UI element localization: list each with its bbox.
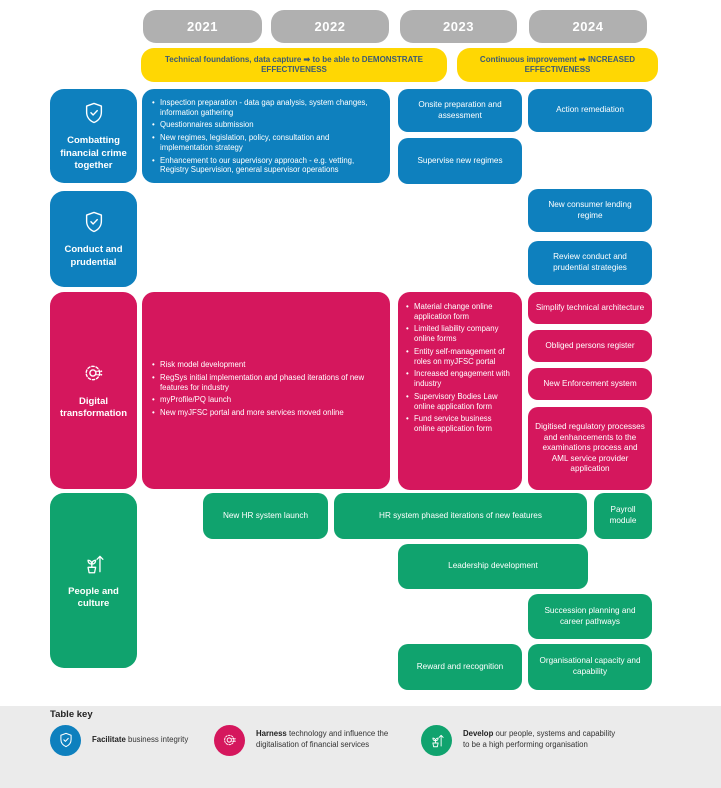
bullet-item: • New myJFSC portal and more services moved online xyxy=(152,408,380,418)
bullet-item: • Fund service business online application form xyxy=(406,414,514,433)
row-label-text: Conduct and prudential xyxy=(64,244,123,268)
digital-gear-icon xyxy=(214,725,245,756)
digital-activities-2021-2022 xyxy=(142,292,390,489)
shield-check-icon xyxy=(50,725,81,756)
table-key-title: Table key xyxy=(50,709,93,720)
key-item-facilitate xyxy=(50,724,188,756)
box-reward-recognition: Reward and recognition xyxy=(398,644,522,690)
row-label-people-culture xyxy=(50,493,137,668)
bullet-item: • Risk model development xyxy=(152,360,380,370)
bullet-item: • Increased engagement with industry xyxy=(406,369,514,388)
box-consumer-lending: New consumer lending regime xyxy=(528,189,652,232)
box-payroll-module: Payroll module xyxy=(594,493,652,539)
year-pill-2023: 2023 xyxy=(400,10,517,43)
key-item-label: Harness technology and influence the digitalisation of financial services xyxy=(256,729,389,749)
row-label-financial-crime xyxy=(50,89,137,183)
row-label-text: People and culture xyxy=(68,585,119,610)
row-label-conduct-prudential xyxy=(50,191,137,287)
bullet-item: • Questionnaires submission xyxy=(152,120,380,130)
box-review-strategies: Review conduct and prudential strategies xyxy=(528,241,652,285)
bullet-item: • Enhancement to our supervisory approach - e.g. vetting, Registry Supervision, general supervisor operations xyxy=(152,156,380,175)
phase-banner-improvement: Continuous improvement ➡ INCREASED EFFECTIVENESS xyxy=(457,48,658,82)
box-obliged-persons: Obliged persons register xyxy=(528,330,652,362)
bullet-item: • Limited liability company online forms xyxy=(406,324,514,343)
growth-plant-icon xyxy=(81,550,107,580)
box-organisational-capacity: Organisational capacity and capability xyxy=(528,644,652,690)
box-leadership-development: Leadership development xyxy=(398,544,588,589)
bullet-item: • Supervisory Bodies Law online application form xyxy=(406,392,514,411)
bullet-item: • Entity self-management of roles on myJFSC portal xyxy=(406,347,514,366)
key-item-develop xyxy=(421,724,623,756)
year-pill-2021: 2021 xyxy=(143,10,262,43)
bullet-item: • Material change online application form xyxy=(406,302,514,321)
bullet-item: • New regimes, legislation, policy, consultation and implementation strategy xyxy=(152,133,380,152)
bullet-item: • RegSys initial implementation and phased iterations of new features for industry xyxy=(152,373,380,392)
digital-activities-2023 xyxy=(398,292,522,490)
key-item-label: Facilitate business integrity xyxy=(92,734,189,744)
phase-banner-foundations: Technical foundations, data capture ➡ to be able to DEMONSTRATE EFFECTIVENESS xyxy=(141,48,447,82)
key-item-label: Develop our people, systems and capability to be a high performing organisation xyxy=(463,729,616,749)
box-simplify-architecture: Simplify technical architecture xyxy=(528,292,652,324)
box-enforcement-system: New Enforcement system xyxy=(528,368,652,400)
year-pill-2024: 2024 xyxy=(529,10,647,43)
shield-check-icon xyxy=(81,209,107,239)
bullet-item: • myProfile/PQ launch xyxy=(152,395,380,405)
box-supervise-new-regimes: Supervise new regimes xyxy=(398,138,522,184)
box-new-hr-system: New HR system launch xyxy=(203,493,328,539)
crime-activities-2021-2022 xyxy=(142,89,390,183)
box-onsite-preparation: Onsite preparation and assessment xyxy=(398,89,522,132)
box-hr-phased-iterations: HR system phased iterations of new features xyxy=(334,493,587,539)
row-label-text: Combatting financial crime together xyxy=(60,135,127,171)
year-pill-2022: 2022 xyxy=(271,10,389,43)
digital-gear-icon xyxy=(81,360,107,390)
box-succession-planning: Succession planning and career pathways xyxy=(528,594,652,639)
bullet-item: • Inspection preparation - data gap analysis, system changes, information gathering xyxy=(152,98,380,117)
growth-plant-icon xyxy=(421,725,452,756)
box-digitised-processes: Digitised regulatory processes and enhancements to the examinations process and AML service provider application xyxy=(528,407,652,490)
shield-check-icon xyxy=(81,100,107,130)
box-action-remediation: Action remediation xyxy=(528,89,652,132)
key-item-harness xyxy=(214,724,416,756)
row-label-digital-transformation xyxy=(50,292,137,489)
row-label-text: Digital transformation xyxy=(59,395,128,420)
